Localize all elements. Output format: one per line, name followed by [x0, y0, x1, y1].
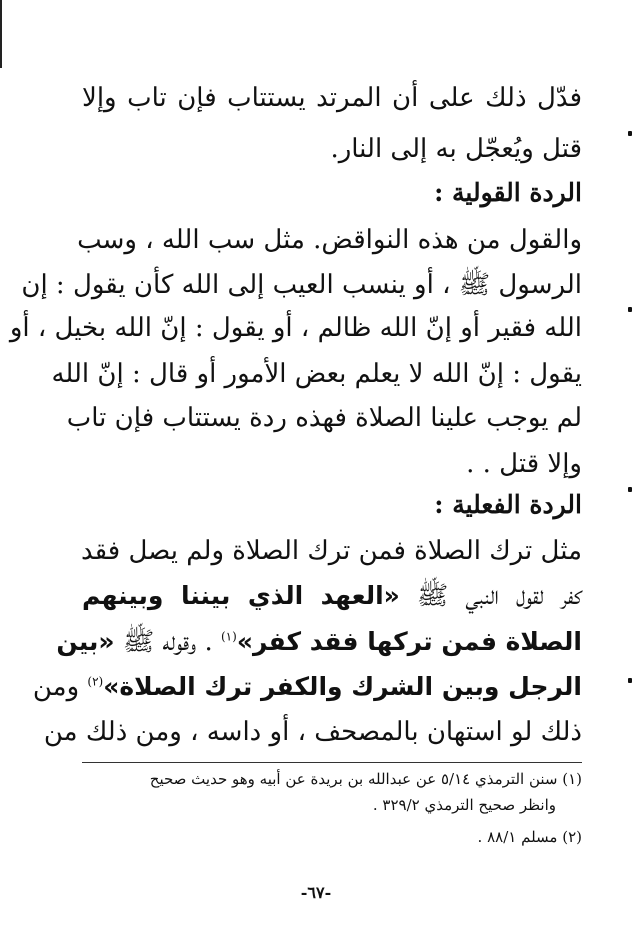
body-line-with-hadith	[32, 669, 582, 705]
body-line: فدّل ذلك على أن المرتد يستتاب فإن تاب وإلا	[82, 83, 582, 113]
hadith-quote: الصلاة فمن تركها فقد كفر»	[236, 627, 582, 656]
hadith-quote: «العهد الذي بيننا وبينهم	[82, 581, 400, 610]
page-edge-rule	[0, 0, 2, 68]
footnote-divider	[82, 762, 582, 763]
body-line: الله فقير أو إنّ الله ظالم ، أو يقول : إنّ الله بخيل ، أو	[9, 313, 582, 343]
body-line: يقول : إنّ الله لا يعلم بعض الأمور أو قال : إنّ الله	[51, 359, 582, 389]
body-line: والقول من هذه النواقض. مثل سب الله ، وسب	[77, 225, 582, 255]
footnote-ref: (٢)	[87, 674, 104, 689]
margin-mark	[628, 131, 632, 136]
body-line-with-hadith	[82, 578, 582, 614]
body-line: وإلا قتل . .	[466, 449, 582, 479]
body-line-with-hadith	[56, 624, 582, 660]
footnote-2: (٢) مسلم ٨٨/١ .	[477, 828, 582, 846]
body-line: قتل ويُعجّل به إلى النار.	[330, 134, 582, 164]
body-text: ومن	[32, 672, 88, 702]
footnote-1: (١) سنن الترمذي ٥/١٤ عن عبدالله بن بريدة عن أبيه وهو حديث صحيح	[149, 770, 582, 788]
hadith-quote: «بين	[56, 627, 115, 656]
body-text: . وقوله ﷺ	[114, 627, 221, 657]
footnote-ref: (١)	[220, 629, 237, 644]
page-number: -٦٧-	[300, 883, 332, 902]
footnote-1-continued: وانظر صحيح الترمذي ٣٢٩/٢ .	[372, 796, 556, 814]
body-line: مثل ترك الصلاة فمن ترك الصلاة ولم يصل فقد	[81, 536, 582, 566]
body-text: كفر لقول النبي ﷺ	[399, 581, 582, 611]
section-heading-verbal: الردة القولية :	[434, 178, 582, 207]
hadith-quote: الرجل وبين الشرك والكفر ترك الصلاة»	[103, 672, 582, 701]
margin-mark	[628, 678, 632, 683]
body-line: ذلك لو استهان بالمصحف ، أو داسه ، ومن ذلك من	[43, 717, 582, 747]
section-heading-actual: الردة الفعلية :	[434, 490, 582, 519]
body-line: لم يوجب علينا الصلاة فهذه ردة يستتاب فإن تاب	[66, 403, 582, 433]
margin-mark	[628, 307, 632, 312]
margin-mark	[628, 487, 632, 492]
body-line: الرسول ﷺ ، أو ينسب العيب إلى الله كأن يقول : إن	[21, 270, 582, 300]
